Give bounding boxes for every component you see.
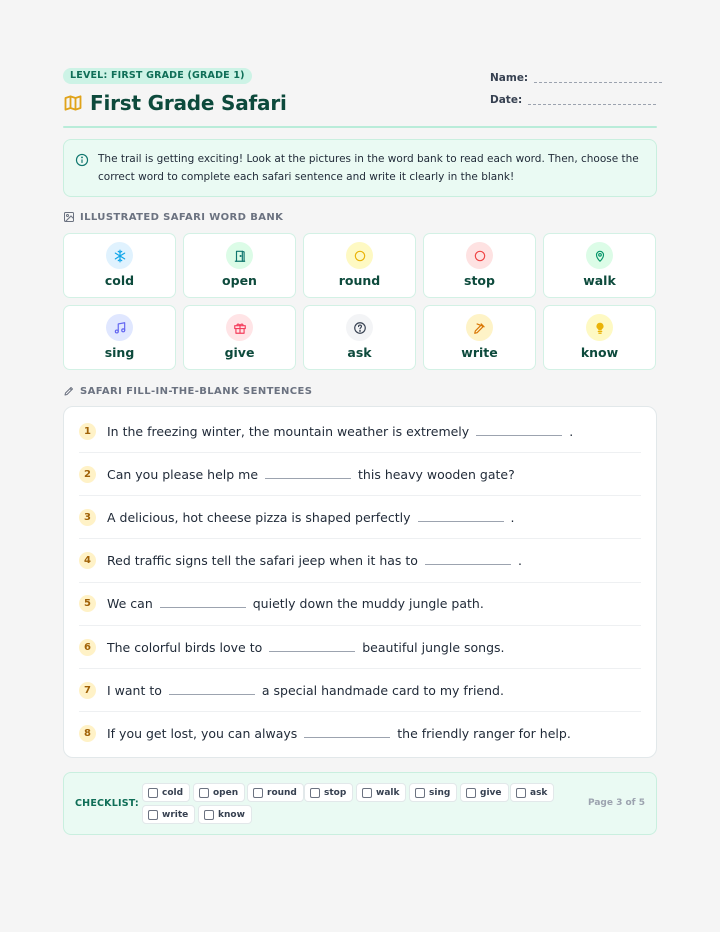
checklist-item-label: give [480,787,502,798]
sentences-panel [63,406,657,758]
word-card-label: cold [104,273,135,288]
checkbox[interactable] [415,788,425,798]
question-icon [346,314,373,341]
checklist-item-label: open [213,787,239,798]
word-card-label: walk [583,273,616,288]
info-icon [75,153,89,167]
level-badge: LEVEL: FIRST GRADE (GRADE 1) [63,68,252,84]
sentence-text-after: the friendly ranger for help. [397,726,571,742]
checkbox[interactable] [148,810,158,820]
word-card-label: sing [104,345,135,360]
word-card-round [303,233,416,298]
lightbulb-icon [586,314,613,341]
word-bank-heading-text: ILLUSTRATED SAFARI WORD BANK [80,211,284,223]
word-card-label: stop [464,273,495,288]
date-field[interactable] [490,94,656,106]
title-row [63,89,287,117]
instructions-text: The trail is getting exciting! Look at the pictures in the word bank to read each word. Then, choose the correct word to complete each safari sentence and write it clearly in the blank! [98,153,639,183]
checklist-item-cold[interactable] [142,783,190,802]
sentence-text-after: quietly down the muddy jungle path. [252,596,484,612]
map-pin-icon [586,242,613,269]
sentence-text-before: Red traffic signs tell the safari jeep when it has to [107,553,418,569]
sentence-text-after: this heavy wooden gate? [358,466,515,482]
stop-icon [466,242,493,269]
sentence-number: 5 [79,595,96,612]
sentence-row [79,583,641,626]
music-icon [106,314,133,341]
sentence-text-before: Can you please help me [107,466,259,482]
worksheet-page [40,40,680,892]
page-title: First Grade Safari [90,91,287,115]
sentence-number: 6 [79,639,96,656]
sentence-text-before: The colorful birds love to [107,639,263,655]
instructions-box [63,139,657,197]
sentence-row [79,626,641,669]
sentence-text-after: . [569,423,574,439]
sentence-row [79,453,641,496]
checklist-item-label: write [162,809,189,820]
sentence-row [79,712,641,755]
sentence-number: 2 [79,466,96,483]
answer-blank[interactable] [265,470,351,479]
word-card-label: open [222,273,257,288]
date-label: Date: [490,94,523,106]
map-icon [63,93,83,113]
image-icon [63,211,75,223]
sentences-heading [63,385,312,397]
sentence-row [79,669,641,712]
checklist-bar [63,772,657,835]
word-card-cold [63,233,176,298]
word-card-sing [63,305,176,370]
checklist-item-sing[interactable] [409,783,457,802]
word-bank-heading [63,211,283,223]
checklist-item-ask[interactable] [510,783,554,802]
sentence-text-after: . [510,509,515,525]
date-line[interactable] [528,95,656,105]
sentence-row [79,496,641,539]
word-card-know [543,305,656,370]
checkbox[interactable] [253,788,263,798]
word-card-label: round [338,273,381,288]
checklist-item-round[interactable] [247,783,304,802]
word-card-walk [543,233,656,298]
name-line[interactable] [534,73,662,83]
name-field[interactable] [490,72,662,84]
checklist-item-label: stop [324,787,347,798]
pen-icon [466,314,493,341]
answer-blank[interactable] [418,513,504,522]
sentence-text-after: . [517,553,522,569]
checklist-item-write[interactable] [142,805,195,824]
sentence-text-before: I want to [107,682,162,698]
word-card-open [183,233,296,298]
answer-blank[interactable] [425,556,511,565]
word-card-stop [423,233,536,298]
sentence-text-before: A delicious, hot cheese pizza is shaped perfectly [107,509,411,525]
answer-blank[interactable] [169,686,255,695]
sentences-heading-text: SAFARI FILL-IN-THE-BLANK SENTENCES [80,385,313,397]
checklist-item-open[interactable] [193,783,245,802]
word-card-label: know [580,345,619,360]
answer-blank[interactable] [304,729,390,738]
checkbox[interactable] [204,810,214,820]
sentence-number: 1 [79,423,96,440]
sentence-number: 7 [79,682,96,699]
checkbox[interactable] [310,788,320,798]
checklist-item-label: ask [530,787,548,798]
word-card-label: ask [347,345,372,360]
sentence-text-after: beautiful jungle songs. [362,639,505,655]
checklist-item-label: walk [376,787,400,798]
checkbox[interactable] [466,788,476,798]
sentence-number: 4 [79,552,96,569]
checklist-item-label: cold [162,787,184,798]
answer-blank[interactable] [476,427,562,436]
circle-icon [346,242,373,269]
checklist-label: CHECKLIST: [75,798,139,809]
door-icon [226,242,253,269]
sentence-number: 8 [79,725,96,742]
name-label: Name: [490,72,529,84]
header-divider [63,126,657,128]
checklist-item-know[interactable] [198,805,252,824]
sentence-text-before: We can [107,596,153,612]
checkbox[interactable] [516,788,526,798]
gift-icon [226,314,253,341]
checkbox[interactable] [148,788,158,798]
word-card-label: give [224,345,255,360]
word-card-ask [303,305,416,370]
checklist-item-walk[interactable] [356,783,406,802]
checklist-item-stop[interactable] [304,783,353,802]
answer-blank[interactable] [160,599,246,608]
sentence-text-before: In the freezing winter, the mountain weather is extremely [107,423,470,439]
answer-blank[interactable] [269,643,355,652]
checklist-item-give[interactable] [460,783,509,802]
pencil-icon [63,385,75,397]
word-card-write [423,305,536,370]
sentence-row [79,410,641,453]
word-card-label: write [461,345,498,360]
sentence-row [79,540,641,583]
checkbox[interactable] [362,788,372,798]
sentence-number: 3 [79,509,96,526]
word-card-give [183,305,296,370]
snowflake-icon [106,242,133,269]
checklist-item-label: round [267,787,297,798]
page-number: Page 3 of 5 [588,798,645,808]
checklist-item-label: sing [429,787,451,798]
sentence-text-after: a special handmade card to my friend. [261,682,504,698]
checkbox[interactable] [199,788,209,798]
sentence-text-before: If you get lost, you can always [107,726,298,742]
checklist-item-label: know [218,809,245,820]
